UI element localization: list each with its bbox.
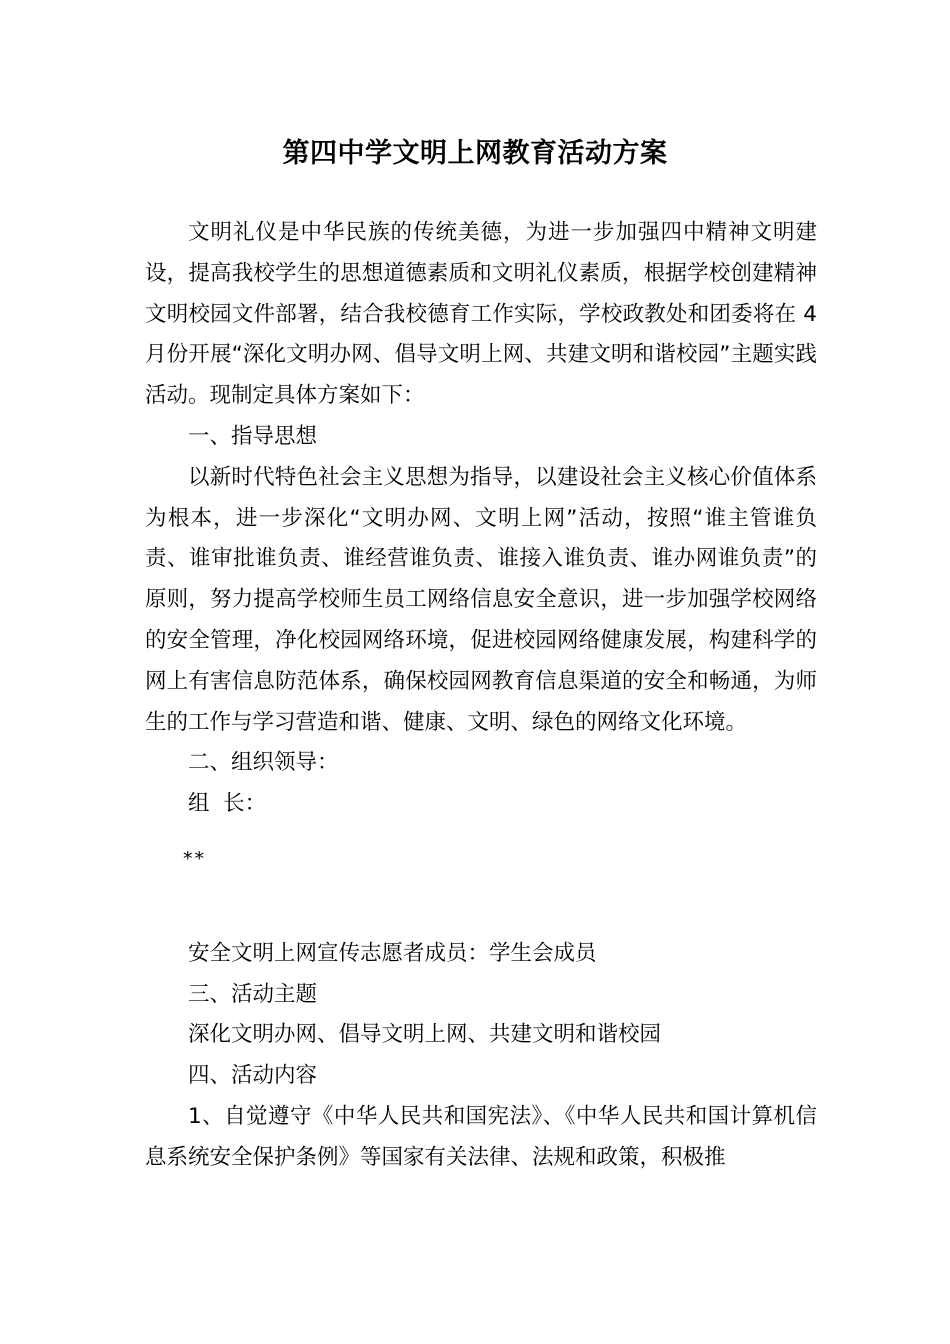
- document-title: 第四中学文明上网教育活动方案: [282, 138, 668, 169]
- leader-label: 组 长：: [188, 791, 267, 817]
- content-item-1: 1、自觉遵守《中华人民共和国宪法》、《中华人民共和国计算机信息系统安全保护条例》等国家有关法律、法规和政策，积极推: [145, 1103, 817, 1170]
- volunteers-line: 安全文明上网宣传志愿者成员：学生会成员: [188, 940, 597, 966]
- spacer: [145, 880, 817, 934]
- theme-line: 深化文明办网、倡导文明上网、共建文明和谐校园: [188, 1022, 662, 1048]
- document-body: [145, 213, 817, 1179]
- section-heading-theme: 三、活动主题: [188, 981, 318, 1007]
- leader-value: **: [183, 847, 206, 870]
- section-heading-organization: 二、组织领导：: [188, 750, 339, 776]
- section-heading-guiding-thought: 一、指导思想: [188, 423, 318, 449]
- section-heading-content: 四、活动内容: [188, 1063, 318, 1089]
- guiding-thought-paragraph: 以新时代特色社会主义思想为指导，以建设社会主义核心价值体系为根本，进一步深化“文明办网、文明上网”活动，按照“谁主管谁负责、谁审批谁负责、谁经营谁负责、谁接入谁负责、谁办网谁负责”的原则，努力提高学校师生员工网络信息安全意识，进一步加强学校网络的安全管理，净化校园网络环境，促进校园网络健康发展，构建科学的网上有害信息防范体系，确保校园网教育信息渠道的安全和畅通，为师生的工作与学习营造和谐、健康、文明、绿色的网络文化环境。: [145, 464, 817, 735]
- intro-paragraph: 文明礼仪是中华民族的传统美德，为进一步加强四中精神文明建设，提高我校学生的思想道德素质和文明礼仪素质，根据学校创建精神文明校园文件部署，结合我校德育工作实际，学校政教处和团委将在 4 月份开展“深化文明办网、倡导文明上网、共建文明和谐校园”主题实践活动。现制定具体方案如下：: [145, 220, 817, 409]
